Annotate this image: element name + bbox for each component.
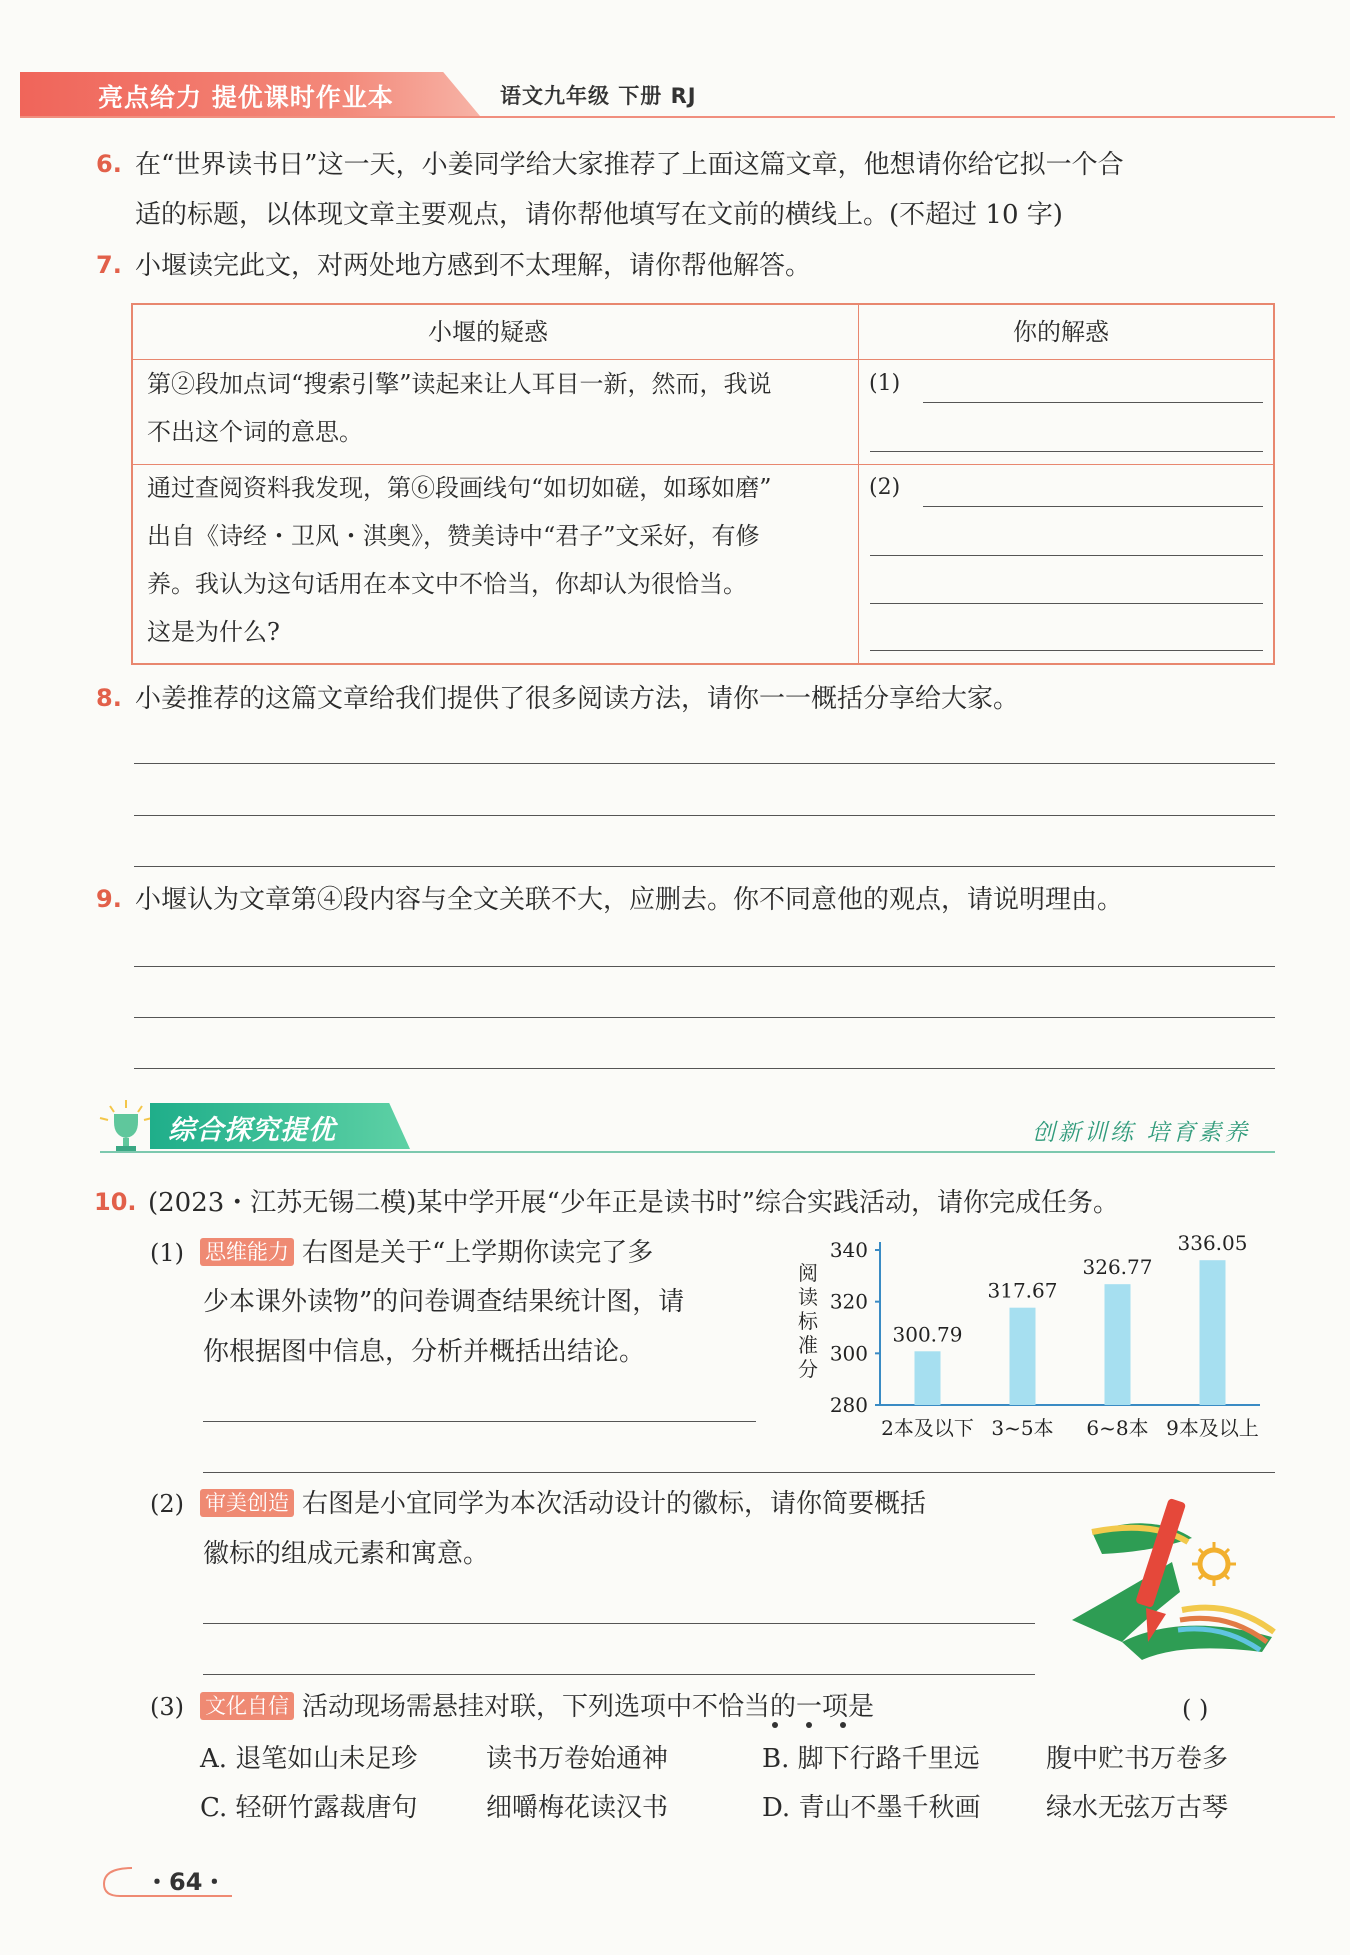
part2-answer-line[interactable]	[203, 1623, 1035, 1624]
y-tick-label: 280	[829, 1393, 868, 1417]
q9-text: 小堰认为文章第④段内容与全文关联不大，应删去。你不同意他的观点，请说明理由。	[135, 885, 1124, 915]
part2-answer-line[interactable]	[203, 1674, 1035, 1675]
row1-answer-line[interactable]	[923, 402, 1263, 403]
q7-text: 小堰读完此文，对两处地方感到不太理解，请你帮他解答。	[135, 251, 812, 281]
y-axis-label-char: 读	[798, 1285, 818, 1309]
q8-text: 小姜推荐的这篇文章给我们提供了很多阅读方法，请你一一概括分享给大家。	[135, 684, 1020, 714]
q7-number: 7.	[96, 251, 122, 279]
row2-doubt-line: 通过查阅资料我发现，第⑥段画线句“如切如磋，如琢如磨”	[147, 474, 772, 502]
row2-doubt-line: 这是为什么?	[147, 618, 280, 646]
part1-answer-line[interactable]	[203, 1472, 1275, 1473]
x-category-label: 3~5本	[991, 1416, 1054, 1440]
part1-line2: 少本课外读物”的问卷调查结果统计图，请	[203, 1287, 685, 1317]
row2-doubt-line: 出自《诗经・卫风・淇奥》，赞美诗中“君子”文采好，有修	[147, 522, 760, 550]
option-c-first[interactable]: C. 轻研竹露裁唐句	[200, 1793, 418, 1823]
part1-text: 右图是关于“上学期你读完了多	[302, 1238, 654, 1268]
table-row-divider	[133, 464, 1273, 465]
q10-text: (2023・江苏无锡二模)某中学开展“少年正是读书时”综合实践活动，请你完成任务。	[148, 1188, 1120, 1218]
part2-line2: 徽标的组成元素和寓意。	[203, 1539, 490, 1569]
y-tick-label: 340	[829, 1238, 868, 1262]
part3-line1	[200, 1692, 874, 1722]
row1-answer-label: (1)	[869, 371, 901, 396]
part2-line1	[200, 1489, 926, 1519]
q9-answer-line[interactable]	[134, 1068, 1275, 1069]
aesthetic-tag: 审美创造	[200, 1489, 294, 1517]
option-a-second[interactable]: 读书万卷始通神	[486, 1744, 669, 1774]
q6-text-line1: 在“世界读书日”这一天，小姜同学给大家推荐了上面这篇文章，他想请你给它拟一个合	[135, 150, 1124, 180]
bar	[1105, 1284, 1131, 1405]
part2-label: (2)	[150, 1490, 184, 1518]
header-divider	[20, 116, 1335, 118]
bar	[915, 1351, 941, 1405]
book-subject: 语文九年级 下册 RJ	[500, 84, 697, 108]
q6-text-line2: 适的标题，以体现文章主要观点，请你帮他填写在文前的横线上。(不超过 10 字)	[135, 200, 1063, 230]
y-axis-label	[798, 1261, 819, 1381]
q9-answer-line[interactable]	[134, 966, 1275, 967]
activity-emblem-image	[1062, 1492, 1280, 1668]
q9-answer-line[interactable]	[134, 1017, 1275, 1018]
reading-score-bar-chart	[780, 1230, 1280, 1445]
part3-label: (3)	[150, 1693, 184, 1721]
q8-answer-line[interactable]	[134, 866, 1275, 867]
bar-value-label: 317.67	[987, 1278, 1058, 1303]
trophy-icon	[96, 1098, 156, 1154]
bar	[1200, 1260, 1226, 1405]
q10-number: 10.	[94, 1188, 137, 1216]
emphasis-dot	[772, 1722, 778, 1728]
part1-line1	[200, 1238, 653, 1268]
row2-answer-line[interactable]	[870, 603, 1263, 604]
q8-answer-line[interactable]	[134, 815, 1275, 816]
y-axis-label-char: 准	[798, 1333, 818, 1357]
y-axis-label-char: 分	[798, 1357, 818, 1381]
bar-value-label: 326.77	[1082, 1255, 1153, 1280]
x-category-label: 6~8本	[1086, 1416, 1149, 1440]
part3-text: 活动现场需悬挂对联，下列选项中不恰当的一项是	[302, 1692, 875, 1722]
q6-number: 6.	[96, 150, 122, 178]
q9-number: 9.	[96, 885, 122, 913]
emphasis-dot	[806, 1722, 812, 1728]
row1-answer-line[interactable]	[870, 451, 1263, 452]
section-title: 综合探究提优	[168, 1115, 336, 1146]
row2-doubt-line: 养。我认为这句话用在本文中不恰当，你却认为很恰当。	[147, 570, 747, 598]
section-divider	[100, 1151, 1275, 1153]
culture-tag: 文化自信	[200, 1692, 294, 1720]
bar-value-label: 336.05	[1177, 1231, 1248, 1256]
bar	[1010, 1308, 1036, 1405]
q8-answer-line[interactable]	[134, 763, 1275, 764]
y-axis-label-char: 标	[798, 1309, 818, 1333]
ability-tag: 思维能力	[200, 1238, 294, 1266]
book-title: 亮点给力 提优课时作业本	[98, 83, 394, 112]
option-c-second[interactable]: 细嚼梅花读汉书	[486, 1793, 669, 1823]
table-header-answer: 你的解惑	[1013, 318, 1109, 346]
row2-answer-label: (2)	[869, 475, 901, 500]
option-b-second[interactable]: 腹中贮书万卷多	[1046, 1744, 1229, 1774]
part1-label: (1)	[150, 1239, 184, 1267]
answer-bracket[interactable]: ( )	[1182, 1695, 1209, 1723]
x-category-label: 9本及以上	[1166, 1416, 1259, 1440]
part1-answer-line[interactable]	[203, 1421, 756, 1422]
row1-doubt-line: 第②段加点词“搜索引擎”读起来让人耳目一新，然而，我说	[147, 370, 772, 398]
section-slogan: 创新训练 培育素养	[1032, 1120, 1251, 1146]
table-row-divider	[133, 359, 1273, 360]
part1-line3: 你根据图中信息，分析并概括出结论。	[203, 1337, 646, 1367]
y-tick-label: 300	[829, 1341, 868, 1366]
emphasis-dot	[840, 1722, 846, 1728]
option-d-first[interactable]: D. 青山不墨千秋画	[762, 1793, 981, 1823]
y-axis-label-char: 阅	[798, 1261, 818, 1285]
row2-answer-line[interactable]	[870, 650, 1263, 651]
table-header-doubt: 小堰的疑惑	[428, 318, 548, 346]
part2-text: 右图是小宜同学为本次活动设计的徽标，请你简要概括	[302, 1489, 927, 1519]
row2-answer-line[interactable]	[923, 506, 1263, 507]
x-category-label: 2本及以下	[881, 1416, 974, 1440]
option-a-first[interactable]: A. 退笔如山未足珍	[200, 1744, 418, 1774]
page-number: ・64・	[145, 1868, 227, 1896]
doubt-table	[131, 303, 1275, 665]
row1-doubt-line: 不出这个词的意思。	[147, 418, 363, 446]
bar-value-label: 300.79	[892, 1322, 963, 1347]
y-tick-label: 320	[829, 1289, 868, 1314]
option-b-first[interactable]: B. 脚下行路千里远	[762, 1744, 980, 1774]
option-d-second[interactable]: 绿水无弦万古琴	[1046, 1793, 1229, 1823]
q8-number: 8.	[96, 684, 122, 712]
row2-answer-line[interactable]	[870, 555, 1263, 556]
